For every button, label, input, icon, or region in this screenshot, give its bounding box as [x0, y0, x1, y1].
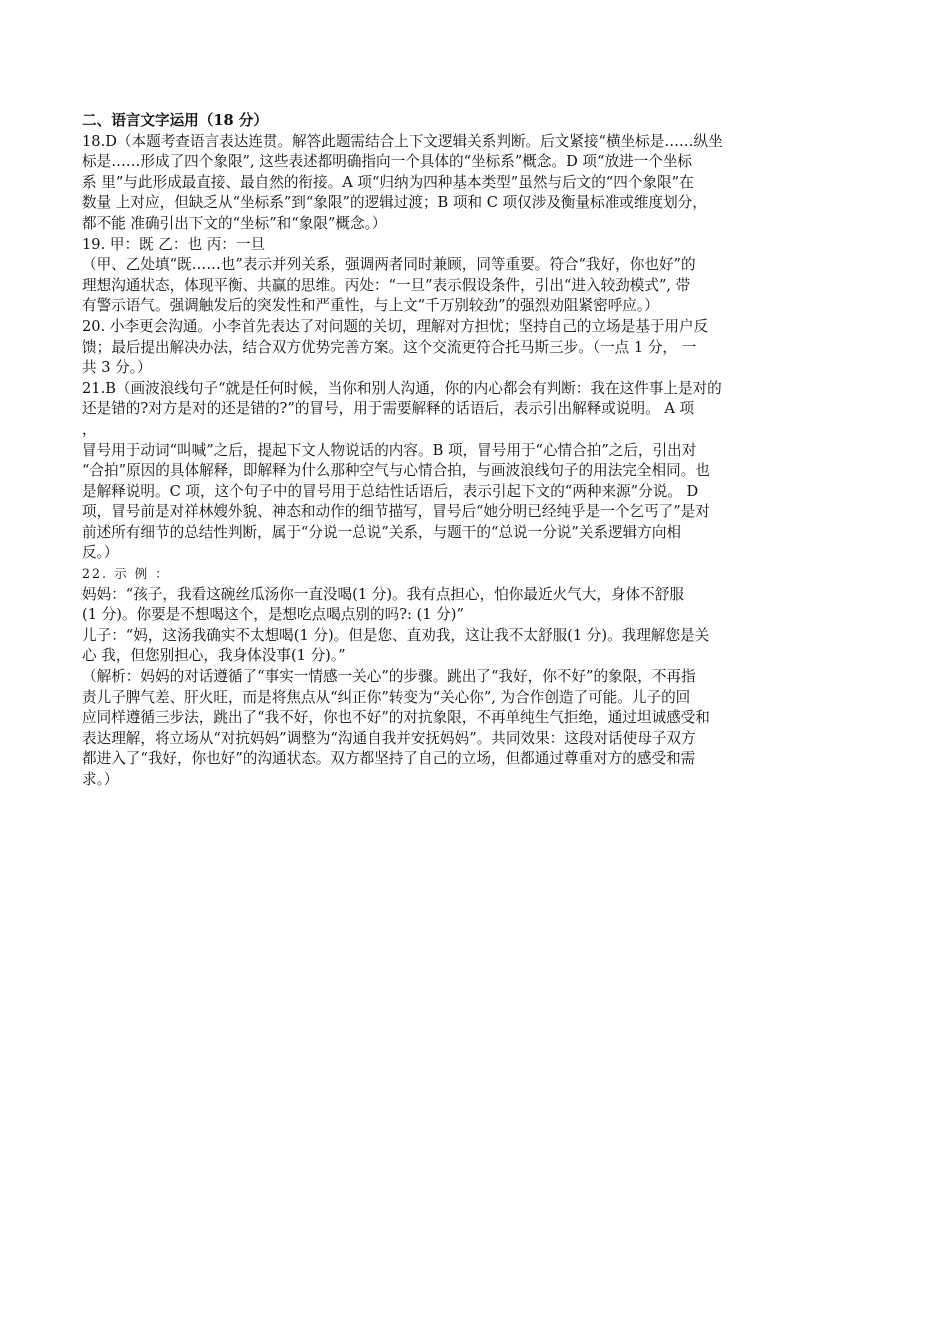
q18-line-4: 数量 上对应，但缺乏从“坐标系”到“象限”的逻辑过渡；B 项和 C 项仅涉及衡量标准或维度划分， — [82, 194, 707, 212]
q20-line-1: 20. 小李更会沟通。小李首先表达了对问题的关切，理解对方担忧；坚持自己的立场是基于用户反 — [82, 317, 709, 335]
q21-line-5: “合拍”原因的具体解释，即解释为什么那种空气与心情合拍，与画波浪线句子的用法完全相同。也 — [82, 462, 710, 480]
q20-line-3: 共 3 分。） — [82, 359, 152, 377]
q21-line-4: 冒号用于动词“叫喊”之后，提起下文人物说话的内容。B 项，冒号用于“心情合拍”之后，引出对 — [82, 441, 697, 459]
q22-analysis-line-1: （解析：妈妈的对话遵循了“事实一情感一关心”的步骤。跳出了“我好，你不好”的象限，不再指 — [82, 668, 696, 686]
q22-analysis-line-2: 责儿子脾气差、肝火旺，而是将焦点从“纠正你”转变为“关心你”, 为合作创造了可能。儿子的回 — [82, 688, 691, 706]
q21-line-6: 是解释说明。C 项，这个句子中的冒号用于总结性话语后，表示引起下文的“两种来源”分说。 D — [82, 482, 699, 500]
q22-mom-line-2: (1 分)。你要是不想喝这个，是想吃点喝点别的吗?: (1 分)” — [82, 606, 464, 624]
q22-mom-line-1: 妈妈：“孩子，我看这碗丝瓜汤你一直没喝(1 分)。我有点担心，怕你最近火气大，身体不舒服 — [82, 585, 684, 603]
q22-analysis-line-6: 求。） — [82, 771, 119, 788]
q22-son-line-1: 儿子：“妈，这汤我确实不太想喝(1 分)。但是您、直劝我，这让我不太舒服(1 分)。我理解您是关 — [82, 626, 710, 644]
q21-line-7: 项，冒号前是对祥林嫂外貌、神态和动作的细节描写，冒号后“她分明已经纯乎是一个乞丐了”是对 — [82, 503, 710, 521]
q18-line-3: 系 里”与此形成最直接、最自然的衔接。A 项“归纳为四种基本类型”虽然与后文的“四个象限”在 — [82, 173, 694, 191]
q22-analysis-line-3: 应同样遵循三步法，跳出了“我不好，你也不好”的对抗象限，不再单纯生气拒绝，通过坦诚感受和 — [82, 709, 710, 727]
q21-line-9: 反。） — [82, 544, 119, 562]
q22-analysis-line-4: 表达理解，将立场从“对抗妈妈”调整为“沟通自我并安抚妈妈”。共同效果：这段对话使母子双方 — [82, 729, 696, 747]
q22-analysis-line-5: 都进入了“我好，你也好”的沟通状态。双方都坚持了自己的立场，但都通过尊重对方的感受和需 — [82, 750, 696, 768]
q21-line-8: 前述所有细节的总结性判断，属于“分说一总说”关系，与题干的“总说一分说”关系逻辑方向相 — [82, 523, 682, 541]
q19-line-3: 有警示语气。强调触发后的突发性和严重性，与上文“千万别较劲”的强烈劝阻紧密呼应。） — [82, 297, 659, 315]
q18-line-5: 都不能 准确引出下文的“坐标”和“象限”概念。） — [82, 214, 387, 232]
q21-line-1: 21.B（画波浪线句子“就是任何时候，当你和别人沟通，你的内心都会有判断：我在这件事上是对的 — [82, 379, 722, 397]
q18-line-2: 标是……形成了四个象限”, 这些表述都明确指向一个具体的“坐标系”概念。D 项“放进一个坐标 — [82, 153, 693, 171]
answer-document — [82, 111, 872, 791]
q20-line-2: 馈；最后提出解决办法，结合双方优势完善方案。这个交流更符合托马斯三步。（一点 1 分， 一 — [82, 338, 697, 356]
section-heading: 二、语言文字运用（18 分） — [82, 112, 268, 129]
q22-son-line-2: 心 我，但您别担心，我身体没事(1 分)。” — [82, 647, 346, 665]
q19-answer: 19. 甲：既 乙：也 丙：一旦 — [82, 235, 266, 253]
q19-line-1: （甲、乙处填“既……也”表示并列关系，强调两者同时兼顾，同等重要。符合“我好，你也好”的 — [82, 256, 696, 274]
q21-line-3: ， — [82, 420, 97, 438]
q21-line-2: 还是错的?对方是对的还是错的?”的冒号，用于需要解释的话语后，表示引出解释或说明。 A 项 — [82, 400, 695, 418]
q19-line-2: 理想沟通状态，体现平衡、共赢的思维。丙处：“一旦”表示假设条件，引出“进入较劲模式”, 带 — [82, 276, 691, 294]
q18-line-1: 18.D（本题考查语言表达连贯。解答此题需结合上下文逻辑关系判断。后文紧接“横坐标是……纵坐 — [82, 132, 723, 150]
q22-label: 22. 示 例 ： — [82, 566, 170, 582]
